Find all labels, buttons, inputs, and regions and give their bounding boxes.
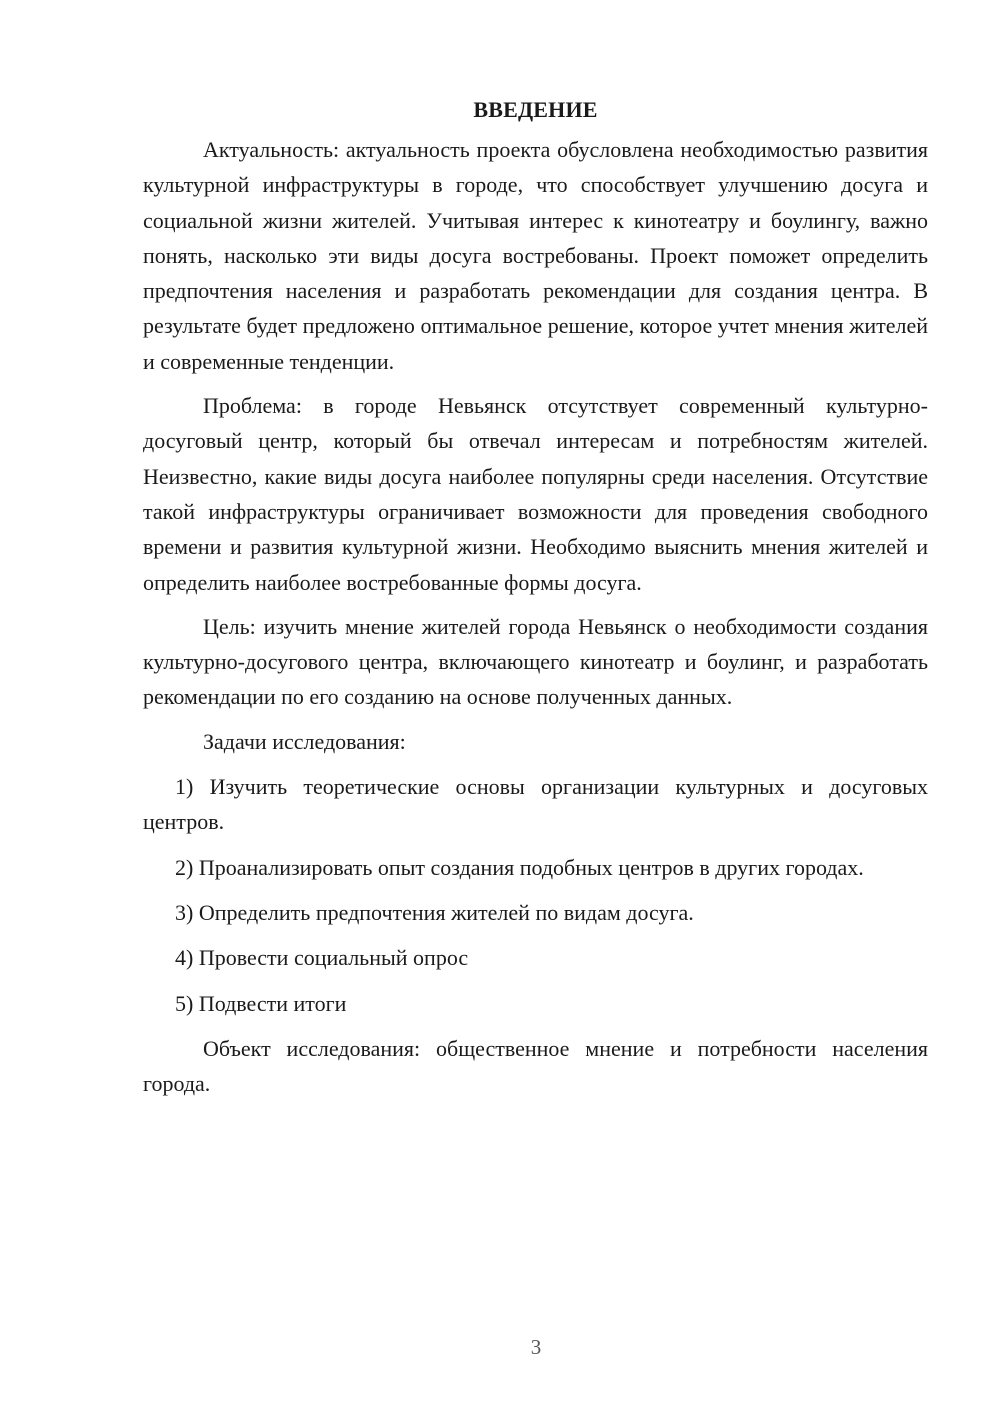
object-paragraph: Объект исследования: общественное мнение и потребности населения города. <box>143 1035 928 1097</box>
page-content <box>143 92 928 1110</box>
goal-paragraph: Цель: изучить мнение жителей города Невьянск о необходимости создания культурно-досугового центра, включающего кинотеатр и боулинг, и разработать рекомендации по его созданию на основе полученных данных. <box>143 613 928 710</box>
page-title: ВВЕДЕНИЕ <box>473 97 598 122</box>
task-item-3: 3) Определить предпочтения жителей по видам досуга. <box>175 899 694 925</box>
task-item-4: 4) Провести социальный опрос <box>175 945 469 971</box>
problem-paragraph: Проблема: в городе Невьянск отсутствует современный культурно-досуговый центр, который бы отвечал интересам и потребностям жителей. Неизвестно, какие виды досуга наиболее популярны среди населения. Отсутствие такой инфраструктуры ограничивает возможности для проведения свободного времени и развития культурной жизни. Необходимо выяснить мнения жителей и определить наиболее востребованные формы досуга. <box>143 393 928 595</box>
task-item-5: 5) Подвести итоги <box>175 990 347 1016</box>
task-item-1: 1) Изучить теоретические основы организации культурных и досуговых центров. <box>143 774 928 835</box>
relevance-paragraph: Актуальность: актуальность проекта обусловлена необходимостью развития культурной инфраструктуры в городе, что способствует улучшению досуга и социальной жизни жителей. Учитывая интерес к кинотеатру и боулингу, важно понять, насколько эти виды досуга востребованы. Проект поможет определить предпочтения населения и разработать рекомендации для создания центра. В результате будет предложено оптимальное решение, которое учтет мнения жителей и современные тенденции. <box>143 137 928 374</box>
page-number: 3 <box>530 1335 542 1359</box>
task-item-2: 2) Проанализировать опыт создания подобных центров в других городах. <box>175 854 864 880</box>
tasks-heading: Задачи исследования: <box>203 728 406 754</box>
